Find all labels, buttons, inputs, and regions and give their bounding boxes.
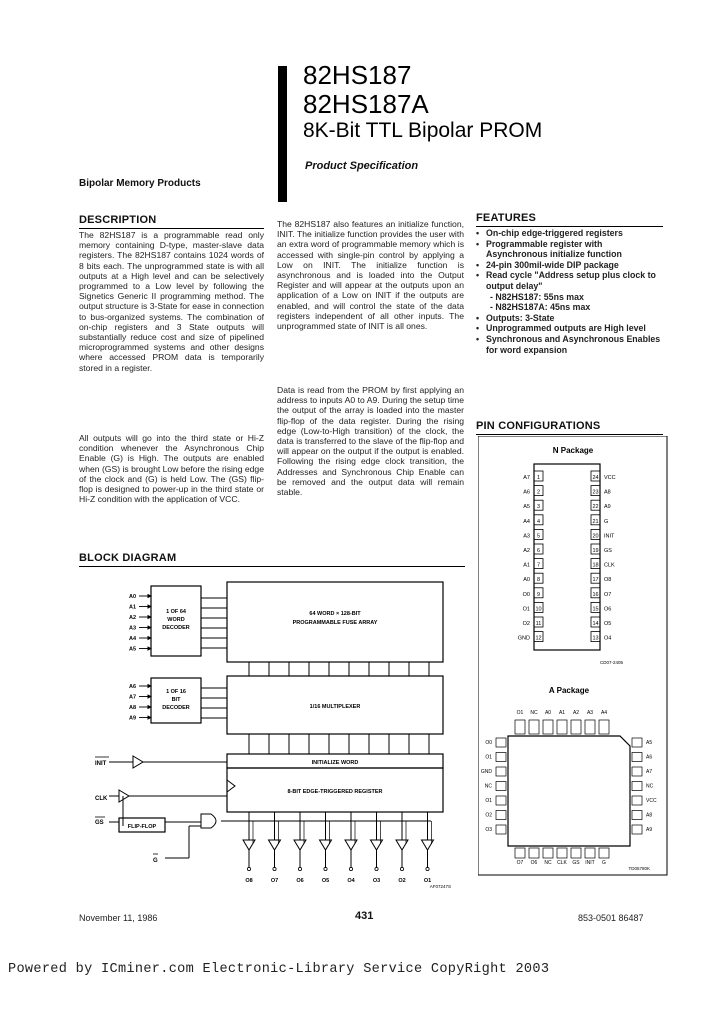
plcc-left-label: NC	[484, 783, 492, 790]
plcc-bottom-label: GS	[572, 860, 580, 866]
bit-decoder-label: BIT	[171, 697, 181, 703]
plcc-pin	[632, 767, 642, 776]
plcc-right-label: A8	[646, 812, 653, 819]
part-number-1: 82HS187	[303, 60, 412, 90]
plcc-bottom-label: O6	[530, 860, 538, 866]
dip-pin-number: 6	[536, 548, 541, 554]
dip-pin-label: CLK	[604, 562, 615, 569]
address-input-label: A7	[129, 694, 137, 701]
dip-body	[534, 464, 600, 650]
dip-pin-number: 19	[592, 548, 599, 554]
dip-pin-number: 10	[535, 606, 542, 613]
plcc-bottom-label: NC	[544, 860, 552, 866]
plcc-left-label: O1	[485, 754, 492, 761]
plcc-pin	[632, 753, 642, 762]
feature-item: • Programmable register with Asynchronous initialize function	[476, 239, 666, 260]
plcc-pin	[585, 720, 595, 734]
dip-pin-label: O8	[604, 577, 612, 584]
dip-pin-number: 4	[536, 518, 541, 525]
address-input-label: A3	[129, 625, 137, 632]
plcc-left-label: O0	[485, 740, 492, 746]
fuse-array-label: 64 WORD × 128-BIT	[309, 611, 361, 617]
dip-pin-label: GS	[604, 548, 612, 554]
plcc-pin	[632, 825, 642, 834]
dip-pin-number: 18	[592, 562, 599, 569]
n-package-label: N Package	[552, 446, 594, 455]
plcc-bottom-label: G	[602, 860, 606, 866]
plcc-top-label: A1	[558, 710, 566, 716]
plcc-bottom-label: O7	[516, 860, 524, 866]
plcc-pin	[632, 738, 642, 747]
description-heading: DESCRIPTION	[79, 214, 157, 226]
dip-pin-number: 24	[592, 475, 599, 481]
plcc-pin	[557, 720, 567, 734]
plcc-body	[508, 736, 630, 846]
plcc-right-label: NC	[646, 783, 654, 790]
address-input-label: A2	[129, 615, 137, 621]
plcc-top-label: O1	[516, 710, 524, 716]
plcc-left-label: GND	[480, 769, 492, 775]
dip-pin-number: 2	[536, 489, 541, 496]
plcc-pin	[496, 753, 506, 762]
plcc-left-label: O1	[485, 798, 492, 804]
multiplexer-label: 1/16 MULTIPLEXER	[309, 704, 361, 710]
description-para-1: The 82HS187 is a programmable read only memory containing D-type, master-slave data registers. The 82HS187 contains 1024 words of 8 bits each. The unprogrammed state is with all outputs at a High level and can be selectively programmed to a Low level by following the Signetics Generic II programming method. The output structure is 3-State for ease in connection to bus-organized systems. The combination of on-chip registers and 3 State outputs will substantially reduce cost and size of pipelined microprogrammed systems and other designs where accessed PROM data is temporarily stored in a register.	[79, 230, 264, 373]
plcc-left-label: O2	[485, 812, 492, 819]
description-para-3: The 82HS187 also features an initialize function, INIT. The initialize function provides the user with an extra word of programmable memory which is accessed with single-pin control by applying a Low on INIT. The initialize function is asynchronous and is loaded into the Output Register and will appear at the outputs upon an application of a Low on INIT if the outputs are enabled, and will control the state of the data registers independent of all other inputs. The unprogrammed state of INIT is all ones.	[277, 219, 464, 332]
footer-code: 853-0501 86487	[578, 913, 644, 923]
output-label: O7	[270, 878, 279, 884]
dip-pin-number: 12	[535, 635, 542, 642]
plcc-pin	[529, 848, 539, 858]
a-package-label: A Package	[548, 686, 590, 695]
dip-pin-label: A5	[523, 504, 530, 511]
output-label: O6	[296, 878, 304, 884]
dip-pin-number: 8	[536, 577, 541, 584]
dip-pin-label: A4	[523, 518, 530, 525]
plcc-pin	[496, 767, 506, 776]
plcc-pin	[529, 720, 539, 734]
dip-pin-label: A3	[523, 533, 530, 540]
g-input-label: G	[153, 858, 158, 864]
dip-pin-label: O4	[604, 635, 612, 642]
plcc-pin	[543, 720, 553, 734]
plcc-pin	[599, 848, 609, 858]
features-list	[476, 228, 666, 355]
dip-pin-number: 17	[592, 577, 599, 584]
dip-pin-label: INIT	[604, 533, 615, 540]
dip-pin-label: A2	[523, 548, 530, 554]
plcc-right-label: A5	[646, 740, 653, 746]
a-package-code: TD05780K	[628, 866, 650, 871]
features-heading: FEATURES	[476, 212, 537, 224]
dip-pin-number: 13	[592, 635, 599, 642]
description-rule	[79, 228, 264, 229]
address-input-label: A5	[129, 646, 137, 653]
dip-pin-number: 3	[536, 504, 541, 511]
block-diagram	[79, 568, 465, 908]
dip-pin-label: O0	[522, 591, 530, 598]
plcc-pin	[557, 848, 567, 858]
dip-pin-label: O5	[604, 621, 612, 627]
product-subtitle: 8K-Bit TTL Bipolar PROM	[303, 119, 543, 142]
dip-pin-number: 5	[536, 533, 541, 540]
description-para-2: All outputs will go into the third state or Hi-Z condition whenever the Asynchronous Chip Enable (G) is High. The outputs are enabled when (GS) is brought Low before the rising edge of the clock and (G) is held Low. The (GS) flip-flop is designed to power-up in the third state or Hi-Z condition with the application of VCC.	[79, 433, 264, 505]
plcc-pin	[585, 848, 595, 858]
address-input-label: A9	[129, 715, 137, 722]
dip-pin-label: G	[604, 518, 609, 525]
enable-gate	[201, 814, 216, 828]
plcc-pin	[496, 825, 506, 834]
plcc-pin	[496, 811, 506, 820]
init-buffer	[133, 756, 143, 768]
bit-decoder-label: DECODER	[162, 705, 190, 711]
plcc-pin	[571, 720, 581, 734]
dip-pin-number: 7	[536, 562, 541, 569]
plcc-right-label: A9	[646, 827, 653, 833]
footer-date: November 11, 1986	[79, 913, 158, 923]
pin-config-diagram	[478, 436, 668, 876]
plcc-right-label: A7	[646, 769, 653, 775]
feature-item: • Outputs: 3-State	[476, 313, 666, 324]
dip-pin-number: 23	[592, 489, 599, 496]
plcc-top-label: A3	[586, 710, 594, 716]
fuse-array-label: PROGRAMMABLE FUSE ARRAY	[292, 620, 378, 626]
plcc-right-label: VCC	[646, 798, 657, 804]
powered-by-footer: Powered by ICminer.com Electronic-Library Service CopyRight 2003	[8, 962, 550, 977]
output-label: O3	[372, 878, 381, 884]
initialize-word-label: INITIALIZE WORD	[311, 760, 359, 766]
block-diagram-heading: BLOCK DIAGRAM	[79, 552, 177, 564]
output-label: O8	[245, 878, 253, 884]
features-rule	[476, 226, 663, 227]
dip-pin-label: A7	[523, 475, 530, 481]
page-number: 431	[355, 910, 374, 922]
description-para-4: Data is read from the PROM by first applying an address to inputs A0 to A9. During the setup time the output of the array is loaded into the master flip-flop of the data register. During the rising edge (Low-to-High transition) of the clock, the data is transferred to the slave of the flip-flop and will appear on the output if the output is enabled. Following the rising edge clock transition, the Addresses and Synchronous Chip Enable can be removed and the output data will remain stable.	[277, 385, 464, 498]
feature-item: • Synchronous and Asynchronous Enables for word expansion	[476, 334, 666, 355]
feature-item: • On-chip edge-triggered registers	[476, 228, 666, 239]
dip-pin-label: A6	[523, 489, 530, 496]
dip-pin-label: O6	[604, 606, 612, 613]
dip-pin-label: GND	[517, 635, 530, 642]
dip-pin-label: A0	[523, 577, 530, 584]
n-package-code: CD07-2405	[599, 660, 623, 665]
address-input-label: A1	[129, 604, 137, 611]
init-input-label: INIT	[95, 761, 107, 767]
plcc-top-label: NC	[530, 710, 538, 716]
plcc-pin	[496, 782, 506, 791]
plcc-pin	[571, 848, 581, 858]
clk-buffer	[119, 790, 129, 802]
dip-pin-label: VCC	[604, 475, 616, 481]
dip-pin-number: 11	[535, 621, 542, 627]
address-input-label: A4	[129, 636, 137, 642]
register-label: 8-BIT EDGE-TRIGGERED REGISTER	[287, 789, 383, 795]
category-label: Bipolar Memory Products	[79, 178, 201, 189]
address-input-label: A8	[129, 705, 137, 711]
plcc-left-label: O3	[485, 827, 492, 833]
plcc-pin	[496, 738, 506, 747]
dip-pin-label: O7	[604, 591, 612, 598]
title-bar	[278, 66, 287, 202]
clk-input-label: CLK	[95, 796, 108, 802]
output-label: O5	[321, 878, 330, 884]
plcc-pin	[515, 848, 525, 858]
plcc-pin	[496, 796, 506, 805]
pin-config-rule	[476, 434, 663, 435]
part-number-2: 82HS187A	[303, 89, 429, 119]
plcc-top-label: A0	[544, 710, 552, 716]
word-decoder-label: 1 OF 64	[166, 609, 186, 615]
plcc-right-label: A6	[646, 754, 653, 761]
plcc-pin	[599, 720, 609, 734]
address-input-label: A6	[129, 684, 137, 690]
word-decoder-label: WORD	[167, 617, 185, 623]
dip-pin-number: 14	[592, 621, 599, 627]
dip-pin-label: O1	[522, 606, 530, 613]
bit-decoder-label: 1 OF 16	[166, 689, 186, 695]
plcc-pin	[632, 782, 642, 791]
pin-config-heading: PIN CONFIGURATIONS	[476, 420, 601, 432]
plcc-pin	[632, 796, 642, 805]
dip-pin-number: 1	[536, 475, 541, 481]
plcc-bottom-label: INIT	[585, 860, 595, 866]
dip-pin-number: 20	[592, 533, 599, 540]
dip-pin-label: A9	[604, 504, 611, 511]
plcc-bottom-label: CLK	[557, 860, 567, 866]
dip-pin-number: 15	[592, 606, 599, 613]
feature-subitem: - N82HS187: 55ns max	[490, 291, 584, 302]
dip-pin-number: 16	[592, 591, 599, 598]
plcc-pin	[543, 848, 553, 858]
feature-item: • Read cycle "Address setup plus clock to output delay"	[476, 270, 666, 291]
address-input-label: A0	[129, 594, 137, 600]
dip-pin-number: 22	[592, 504, 599, 511]
dip-pin-label: A8	[604, 489, 611, 496]
dip-pin-number: 21	[592, 518, 599, 525]
plcc-top-label: A4	[600, 710, 608, 716]
word-decoder-label: DECODER	[162, 625, 190, 631]
feature-item: • Unprogrammed outputs are High level	[476, 323, 666, 334]
gs-input-label: GS	[95, 820, 104, 826]
product-spec-label: Product Specification	[305, 160, 419, 172]
feature-item: • 24-pin 300mil-wide DIP package	[476, 260, 666, 271]
output-label: O4	[347, 878, 355, 884]
feature-subitem: - N82HS187A: 45ns max	[490, 302, 591, 313]
block-diagram-code: AF07247S	[429, 884, 451, 889]
plcc-pin	[632, 811, 642, 820]
output-label: O2	[398, 878, 406, 884]
output-label: O1	[423, 878, 432, 884]
dip-pin-label: A1	[523, 562, 530, 569]
dip-pin-label: O2	[522, 621, 530, 627]
plcc-pin	[515, 720, 525, 734]
plcc-top-label: A2	[572, 710, 580, 716]
block-diagram-rule	[79, 566, 465, 567]
flip-flop-label: FLIP-FLOP	[127, 824, 157, 830]
dip-pin-number: 9	[536, 591, 541, 598]
